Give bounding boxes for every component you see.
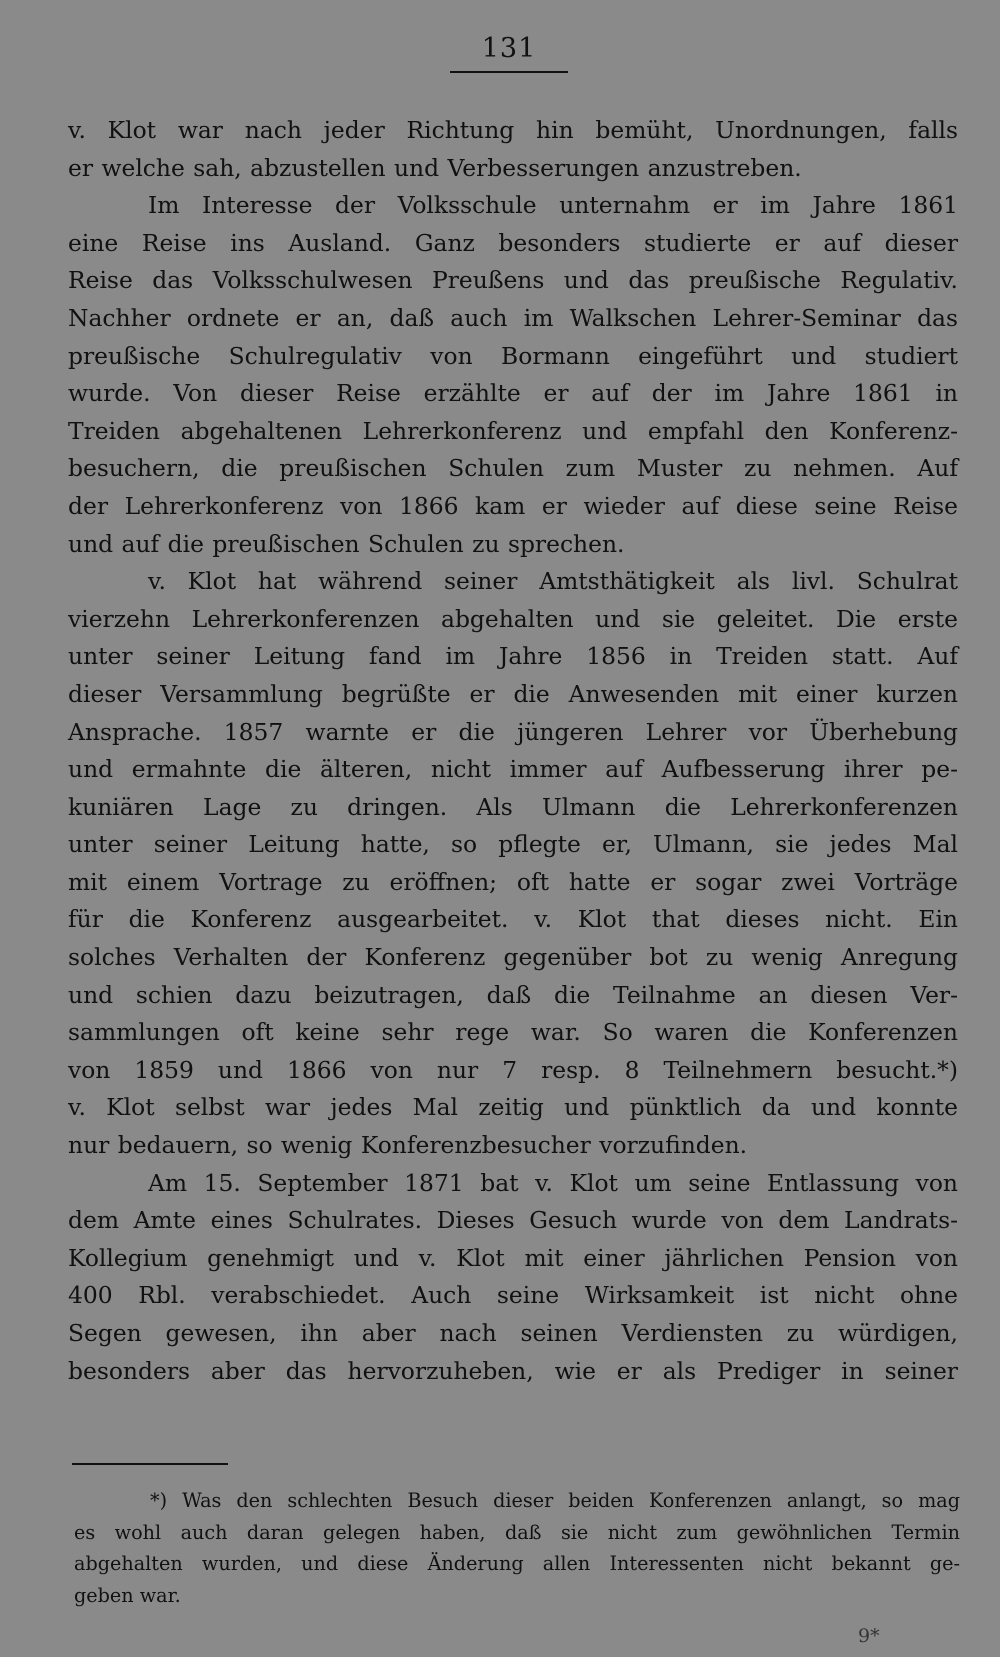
page-number-rule [450, 71, 568, 73]
body-line: 400 Rbl. verabschiedet. Auch seine Wirksamkeit ist nicht ohne [68, 1281, 958, 1310]
body-line: unter seiner Leitung fand im Jahre 1856 in Treiden statt. Auf [68, 642, 958, 671]
body-line: eine Reise ins Ausland. Ganz besonders studierte er auf dieser [68, 228, 958, 257]
body-line: v. Klot war nach jeder Richtung hin bemüht, Unordnungen, falls [68, 116, 958, 144]
body-line: und auf die preußischen Schulen zu sprechen. [68, 529, 625, 558]
footnote-line: abgehalten wurden, und diese Änderung allen Interessenten nicht bekannt ge- [74, 1552, 960, 1575]
body-line: kuniären Lage zu dringen. Als Ulmann die Lehrerkonferenzen [68, 792, 958, 821]
body-line: dieser Versammlung begrüßte er die Anwesenden mit einer kurzen [68, 679, 958, 708]
body-line: nur bedauern, so wenig Konferenzbesucher vorzufinden. [68, 1131, 748, 1160]
body-line: unter seiner Leitung hatte, so pflegte er, Ulmann, sie jedes Mal [68, 830, 958, 859]
footnotes [74, 1485, 960, 1611]
body-line: Kollegium genehmigt und v. Klot mit einer jährlichen Pension von [68, 1243, 958, 1272]
body-line: Segen gewesen, ihn aber nach seinen Verdiensten zu würdigen, [68, 1319, 958, 1347]
body-line: preußische Schulregulativ von Bormann eingeführt und studiert [68, 341, 958, 370]
body-line: Nachher ordnete er an, daß auch im Walkschen Lehrer-Seminar das [68, 303, 958, 332]
body-line: der Lehrerkonferenz von 1866 kam er wieder auf diese seine Reise [68, 491, 958, 520]
body-line: solches Verhalten der Konferenz gegenüber bot zu wenig Anregung [68, 943, 958, 972]
footnote-rule [72, 1463, 228, 1465]
footnote-line: es wohl auch daran gelegen haben, daß sie nicht zum gewöhnlichen Termin [74, 1520, 960, 1544]
body-line: von 1859 und 1866 von nur 7 resp. 8 Teilnehmern besucht.*) [68, 1055, 958, 1084]
body-text [68, 112, 958, 1390]
footnote-line: *) Was den schlechten Besuch dieser beiden Konferenzen anlangt, so mag [150, 1489, 960, 1512]
body-line: vierzehn Lehrerkonferenzen abgehalten und sie geleitet. Die erste [68, 604, 958, 633]
body-line: besonders aber das hervorzuheben, wie er als Prediger in seiner [68, 1356, 958, 1385]
body-line: Ansprache. 1857 warnte er die jüngeren Lehrer vor Überhebung [68, 717, 958, 746]
body-line: er welche sah, abzustellen und Verbesserungen anzustreben. [68, 153, 802, 182]
body-line: sammlungen oft keine sehr rege war. So waren die Konferenzen [68, 1018, 958, 1047]
body-line: v. Klot selbst war jedes Mal zeitig und pünktlich da und konnte [68, 1093, 958, 1122]
printer-signature-mark: 9* [858, 1625, 880, 1647]
body-line: dem Amte eines Schulrates. Dieses Gesuch wurde von dem Landrats- [68, 1206, 958, 1235]
body-line: und schien dazu beizutragen, daß die Teilnahme an diesen Ver- [68, 980, 958, 1009]
body-line: Reise das Volksschulwesen Preußens und das preußische Regulativ. [68, 266, 958, 295]
body-line: für die Konferenz ausgearbeitet. v. Klot that dieses nicht. Ein [68, 905, 958, 934]
body-line: mit einem Vortrage zu eröffnen; oft hatte er sogar zwei Vorträge [68, 867, 958, 896]
body-line: und ermahnte die älteren, nicht immer auf Aufbesserung ihrer pe- [68, 755, 958, 784]
body-line: Im Interesse der Volksschule unternahm er im Jahre 1861 [148, 191, 958, 220]
body-line: besuchern, die preußischen Schulen zum Muster zu nehmen. Auf [68, 454, 958, 483]
body-line: Treiden abgehaltenen Lehrerkonferenz und empfahl den Konferenz- [68, 416, 958, 445]
page-number: 131 [481, 33, 537, 64]
footnote-line: geben war. [74, 1583, 181, 1607]
body-line: wurde. Von dieser Reise erzählte er auf der im Jahre 1861 in [68, 379, 958, 408]
body-line: Am 15. September 1871 bat v. Klot um seine Entlassung von [148, 1168, 958, 1197]
body-line: v. Klot hat während seiner Amtsthätigkeit als livl. Schulrat [148, 567, 958, 596]
